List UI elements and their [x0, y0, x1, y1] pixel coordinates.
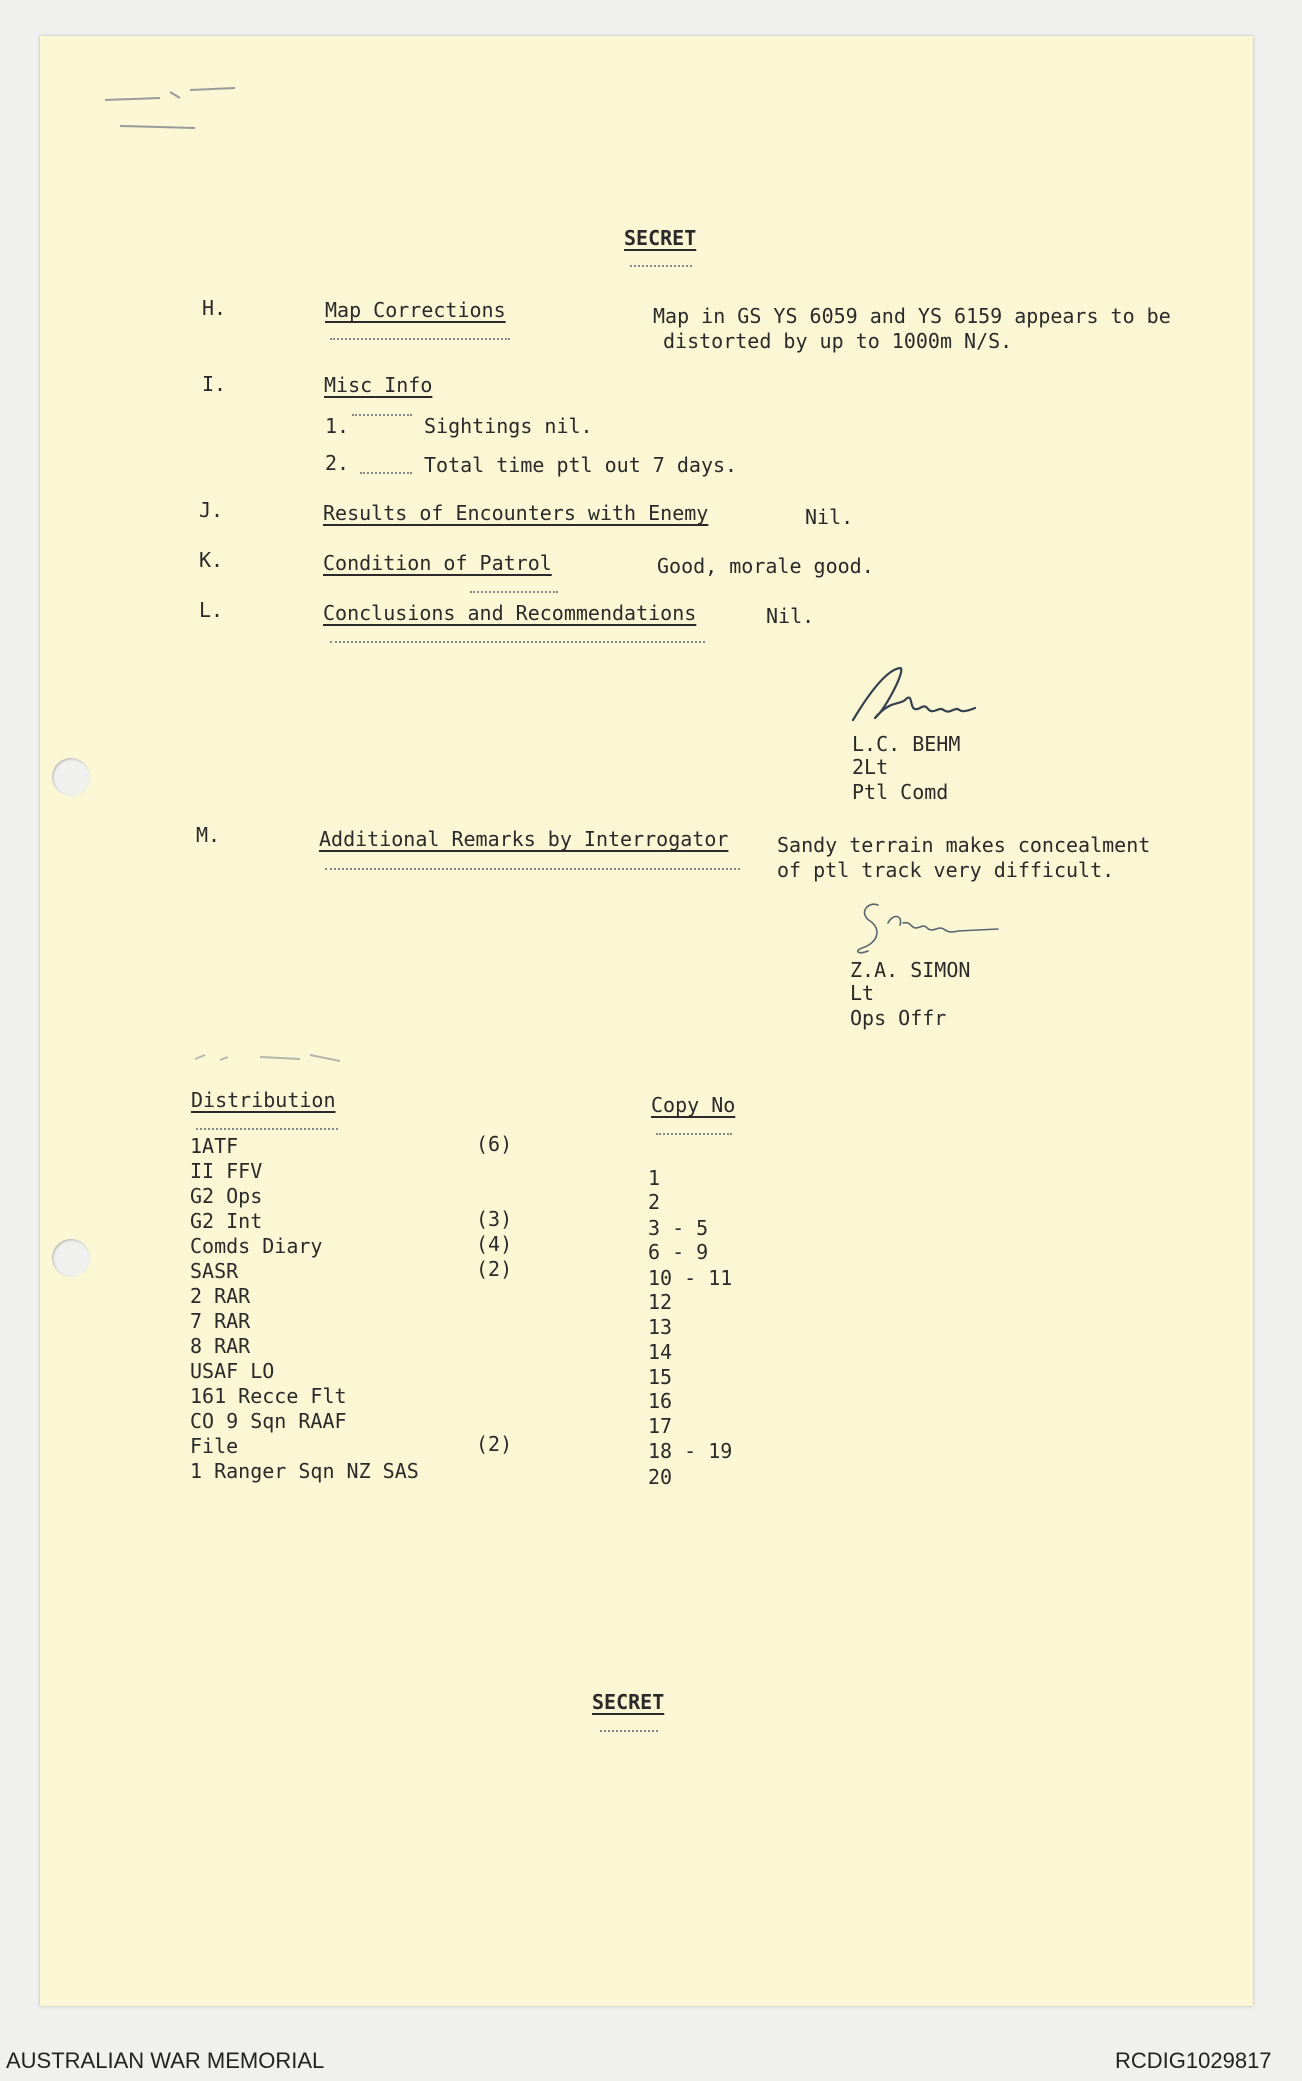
distribution-row-name: G2 Int [190, 1209, 263, 1233]
section-j-text: Nil. [805, 505, 854, 529]
section-l-letter: L. [199, 598, 224, 622]
signature-2-name: Z.A. SIMON [850, 958, 971, 982]
distribution-row-name: 8 RAR [190, 1334, 251, 1358]
section-m-heading: Additional Remarks by Interrogator [319, 827, 729, 851]
copy-no-heading: Copy No [651, 1093, 736, 1117]
section-l-dots [330, 641, 705, 643]
signature-1-name: L.C. BEHM [852, 732, 961, 756]
section-k-text: Good, morale good. [657, 554, 874, 578]
signature-behm [845, 660, 985, 730]
section-i-item-2-text: Total time ptl out 7 days. [424, 453, 738, 477]
distribution-row-count: (6) [476, 1132, 513, 1156]
faint-marks [190, 1045, 360, 1075]
signature-2-rank: Lt [850, 981, 875, 1005]
distribution-row-count: (2) [476, 1257, 513, 1281]
section-i-item-1-text: Sightings nil. [424, 414, 593, 438]
signature-simon [848, 893, 1008, 963]
section-i-item-2-dots [360, 472, 412, 474]
distribution-row-copy: 16 [648, 1389, 673, 1413]
section-i-item-1-num: 1. [325, 414, 350, 438]
distribution-row-copy: 1 [648, 1166, 661, 1190]
classification-footer: SECRET [592, 1690, 665, 1714]
distribution-row-copy: 20 [648, 1465, 673, 1489]
section-h-heading: Map Corrections [325, 298, 506, 322]
section-i-heading: Misc Info [324, 373, 433, 397]
distribution-row-name: Comds Diary [190, 1234, 323, 1258]
section-j-heading: Results of Encounters with Enemy [323, 501, 709, 525]
distribution-row-count: (2) [476, 1432, 513, 1456]
distribution-row-copy: 6 - 9 [648, 1240, 709, 1264]
distribution-heading-dots [196, 1128, 338, 1130]
distribution-row-name: II FFV [190, 1159, 263, 1183]
section-h-letter: H. [202, 296, 227, 320]
distribution-row-copy: 15 [648, 1365, 673, 1389]
distribution-row-copy: 17 [648, 1414, 673, 1438]
distribution-row-name: G2 Ops [190, 1184, 263, 1208]
pencil-marks [100, 78, 240, 138]
distribution-row-copy: 13 [648, 1315, 673, 1339]
section-l-heading: Conclusions and Recommendations [323, 601, 697, 625]
section-m-text-line-1: Sandy terrain makes concealment [777, 833, 1151, 857]
distribution-row-copy: 18 - 19 [648, 1439, 733, 1463]
distribution-row-copy: 10 - 11 [648, 1266, 733, 1290]
section-i-item-2-num: 2. [325, 451, 350, 475]
section-j-letter: J. [199, 498, 224, 522]
section-h-text-line-1: Map in GS YS 6059 and YS 6159 appears to be [653, 304, 1171, 328]
section-m-letter: M. [196, 823, 221, 847]
punch-hole-top [52, 758, 90, 796]
section-h-dots [330, 338, 510, 340]
footer-dots [600, 1730, 658, 1732]
distribution-row-name: CO 9 Sqn RAAF [190, 1409, 347, 1433]
section-k-heading: Condition of Patrol [323, 551, 552, 575]
distribution-row-name: 2 RAR [190, 1284, 251, 1308]
distribution-row-name: File [190, 1434, 239, 1458]
distribution-row-name: USAF LO [190, 1359, 275, 1383]
distribution-heading: Distribution [191, 1088, 336, 1112]
distribution-row-name: 161 Recce Flt [190, 1384, 347, 1408]
section-i-letter: I. [202, 372, 227, 396]
distribution-row-copy: 14 [648, 1340, 673, 1364]
section-i-item-1-dots [352, 414, 412, 416]
signature-1-role: Ptl Comd [852, 780, 949, 804]
distribution-row-copy: 2 [648, 1190, 661, 1214]
section-m-dots [325, 868, 740, 870]
section-h-text-line-2: distorted by up to 1000m N/S. [663, 329, 1013, 353]
distribution-row-name: 1ATF [190, 1134, 239, 1158]
signature-2-role: Ops Offr [850, 1006, 947, 1030]
distribution-row-copy: 12 [648, 1290, 673, 1314]
header-dots [630, 265, 692, 267]
distribution-row-count: (3) [476, 1207, 513, 1231]
section-l-text: Nil. [766, 604, 815, 628]
distribution-row-name: 1 Ranger Sqn NZ SAS [190, 1459, 419, 1483]
distribution-row-name: 7 RAR [190, 1309, 251, 1333]
classification-header: SECRET [624, 226, 697, 250]
section-k-letter: K. [199, 548, 224, 572]
punch-hole-bottom [52, 1239, 90, 1277]
distribution-row-name: SASR [190, 1259, 239, 1283]
section-m-text-line-2: of ptl track very difficult. [777, 858, 1115, 882]
distribution-row-copy: 3 - 5 [648, 1216, 709, 1240]
catalog-id: RCDIG1029817 [1115, 2048, 1272, 2073]
section-k-dots [470, 591, 558, 593]
signature-1-rank: 2Lt [852, 755, 889, 779]
distribution-row-count: (4) [476, 1232, 513, 1256]
institution-label: AUSTRALIAN WAR MEMORIAL [6, 2048, 325, 2073]
copy-no-heading-dots [656, 1133, 732, 1135]
